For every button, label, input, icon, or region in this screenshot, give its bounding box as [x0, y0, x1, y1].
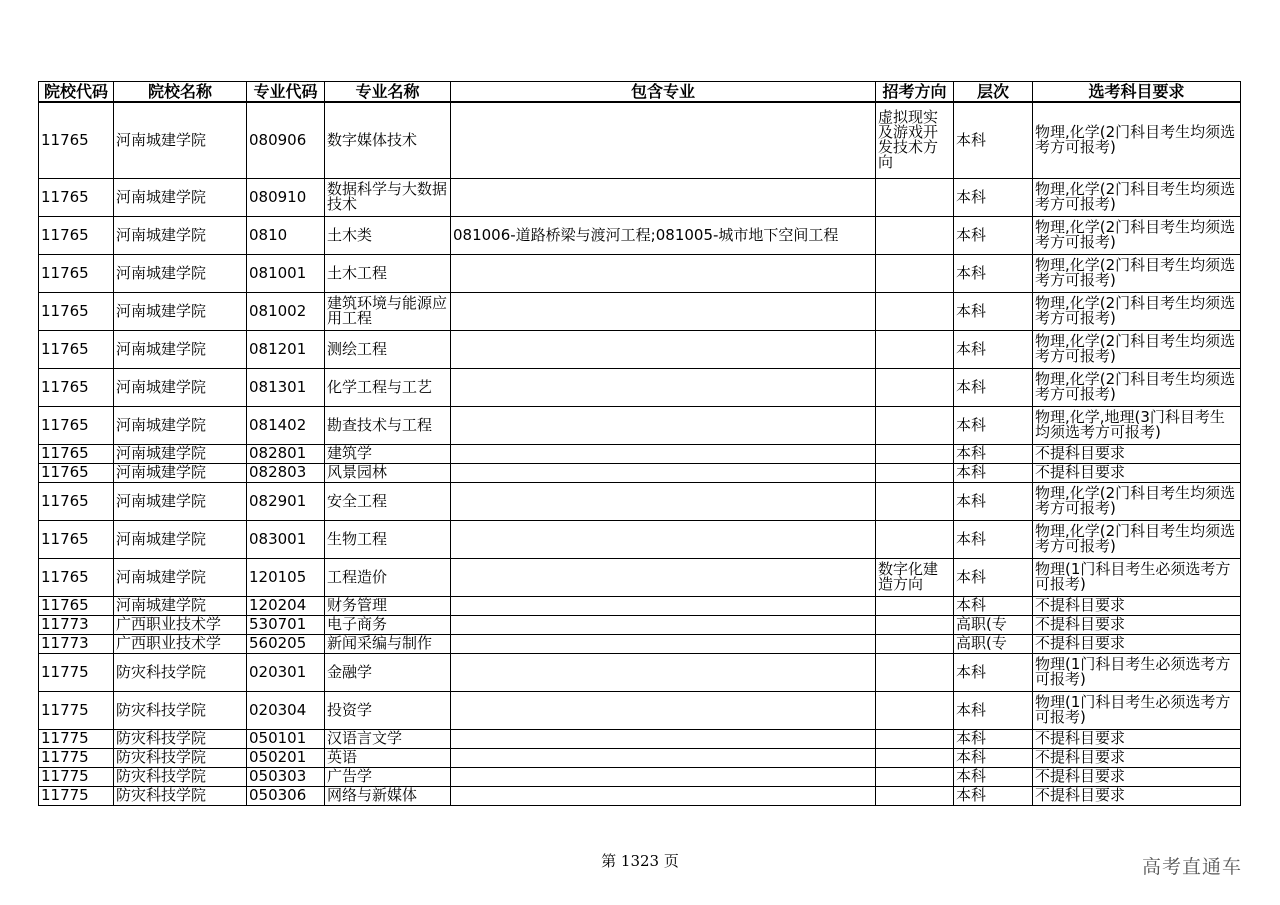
cell-major-name: 测绘工程 — [325, 330, 451, 368]
cell-subject-requirement: 物理(1门科目考生必须选考方可报考) — [1033, 653, 1241, 691]
cell-major-code: 080906 — [247, 102, 325, 178]
cell-included-majors — [451, 463, 876, 482]
cell-major-name: 土木类 — [325, 216, 451, 254]
cell-major-code: 082803 — [247, 463, 325, 482]
table-row — [39, 444, 1241, 463]
cell-level: 本科 — [954, 653, 1033, 691]
table-row — [39, 748, 1241, 767]
cell-direction — [876, 178, 954, 216]
cell-subject-requirement: 物理,化学(2门科目考生均须选考方可报考) — [1033, 216, 1241, 254]
cell-direction — [876, 748, 954, 767]
cell-direction — [876, 368, 954, 406]
header-included-majors: 包含专业 — [451, 82, 876, 103]
cell-major-code: 560205 — [247, 634, 325, 653]
cell-major-name: 汉语言文学 — [325, 729, 451, 748]
cell-school-code: 11765 — [39, 558, 114, 596]
cell-school-code: 11775 — [39, 767, 114, 786]
cell-major-code: 050303 — [247, 767, 325, 786]
cell-subject-requirement: 物理,化学(2门科目考生均须选考方可报考) — [1033, 102, 1241, 178]
cell-subject-requirement: 不提科目要求 — [1033, 444, 1241, 463]
cell-level: 本科 — [954, 748, 1033, 767]
cell-major-code: 082901 — [247, 482, 325, 520]
cell-school-name: 河南城建学院 — [114, 596, 247, 615]
table-row — [39, 368, 1241, 406]
cell-major-name: 工程造价 — [325, 558, 451, 596]
cell-major-code: 050306 — [247, 786, 325, 805]
cell-included-majors — [451, 729, 876, 748]
cell-major-code: 120105 — [247, 558, 325, 596]
cell-school-name: 防灾科技学院 — [114, 748, 247, 767]
cell-included-majors — [451, 330, 876, 368]
cell-major-name: 电子商务 — [325, 615, 451, 634]
cell-school-name: 河南城建学院 — [114, 292, 247, 330]
header-direction: 招考方向 — [876, 82, 954, 103]
cell-subject-requirement: 不提科目要求 — [1033, 463, 1241, 482]
cell-major-code: 120204 — [247, 596, 325, 615]
cell-major-name: 新闻采编与制作 — [325, 634, 451, 653]
table-row — [39, 691, 1241, 729]
table-row — [39, 330, 1241, 368]
cell-subject-requirement: 不提科目要求 — [1033, 615, 1241, 634]
cell-major-name: 安全工程 — [325, 482, 451, 520]
cell-major-code: 081001 — [247, 254, 325, 292]
cell-major-name: 网络与新媒体 — [325, 786, 451, 805]
table-row — [39, 634, 1241, 653]
cell-included-majors — [451, 691, 876, 729]
table-row — [39, 729, 1241, 748]
table-row — [39, 463, 1241, 482]
cell-major-code: 0810 — [247, 216, 325, 254]
table-row — [39, 767, 1241, 786]
cell-direction: 数字化建造方向 — [876, 558, 954, 596]
cell-school-name: 河南城建学院 — [114, 463, 247, 482]
cell-school-code: 11765 — [39, 368, 114, 406]
cell-school-name: 防灾科技学院 — [114, 691, 247, 729]
cell-school-name: 广西职业技术学 — [114, 615, 247, 634]
cell-major-name: 数字媒体技术 — [325, 102, 451, 178]
cell-major-name: 金融学 — [325, 653, 451, 691]
cell-included-majors — [451, 558, 876, 596]
cell-level: 本科 — [954, 691, 1033, 729]
cell-level: 本科 — [954, 444, 1033, 463]
cell-included-majors — [451, 178, 876, 216]
cell-included-majors — [451, 748, 876, 767]
cell-major-code: 020301 — [247, 653, 325, 691]
cell-direction — [876, 463, 954, 482]
cell-included-majors — [451, 406, 876, 444]
cell-school-name: 河南城建学院 — [114, 444, 247, 463]
header-major-name: 专业名称 — [325, 82, 451, 103]
header-subject-requirement: 选考科目要求 — [1033, 82, 1241, 103]
cell-school-code: 11765 — [39, 482, 114, 520]
table-row — [39, 482, 1241, 520]
cell-school-code: 11773 — [39, 634, 114, 653]
cell-level: 本科 — [954, 767, 1033, 786]
cell-school-name: 河南城建学院 — [114, 254, 247, 292]
cell-direction — [876, 406, 954, 444]
table-row — [39, 558, 1241, 596]
cell-included-majors — [451, 292, 876, 330]
cell-subject-requirement: 物理,化学(2门科目考生均须选考方可报考) — [1033, 482, 1241, 520]
cell-included-majors — [451, 653, 876, 691]
cell-major-code: 081402 — [247, 406, 325, 444]
cell-major-code: 081201 — [247, 330, 325, 368]
watermark-text: 高考直通车 — [1142, 856, 1243, 878]
cell-direction — [876, 729, 954, 748]
cell-level: 本科 — [954, 463, 1033, 482]
cell-included-majors — [451, 634, 876, 653]
cell-school-code: 11765 — [39, 444, 114, 463]
cell-school-code: 11775 — [39, 786, 114, 805]
cell-subject-requirement: 不提科目要求 — [1033, 748, 1241, 767]
cell-school-code: 11765 — [39, 330, 114, 368]
cell-major-code: 020304 — [247, 691, 325, 729]
cell-direction: 虚拟现实及游戏开发技术方向 — [876, 102, 954, 178]
cell-level: 本科 — [954, 482, 1033, 520]
page-number: 第 1323 页 — [601, 852, 679, 870]
cell-major-name: 风景园林 — [325, 463, 451, 482]
cell-level: 本科 — [954, 102, 1033, 178]
cell-level: 本科 — [954, 254, 1033, 292]
cell-school-name: 河南城建学院 — [114, 102, 247, 178]
cell-major-name: 建筑学 — [325, 444, 451, 463]
cell-major-name: 财务管理 — [325, 596, 451, 615]
cell-major-code: 530701 — [247, 615, 325, 634]
cell-subject-requirement: 物理,化学(2门科目考生均须选考方可报考) — [1033, 520, 1241, 558]
cell-school-name: 防灾科技学院 — [114, 786, 247, 805]
cell-included-majors — [451, 482, 876, 520]
cell-direction — [876, 615, 954, 634]
cell-subject-requirement: 物理,化学(2门科目考生均须选考方可报考) — [1033, 254, 1241, 292]
cell-level: 本科 — [954, 520, 1033, 558]
table-row — [39, 406, 1241, 444]
cell-included-majors: 081006-道路桥梁与渡河工程;081005-城市地下空间工程 — [451, 216, 876, 254]
cell-major-name: 英语 — [325, 748, 451, 767]
cell-school-code: 11765 — [39, 292, 114, 330]
cell-school-name: 广西职业技术学 — [114, 634, 247, 653]
cell-school-name: 河南城建学院 — [114, 368, 247, 406]
cell-level: 高职(专 — [954, 615, 1033, 634]
table-header-row — [39, 82, 1241, 103]
cell-school-name: 防灾科技学院 — [114, 767, 247, 786]
cell-direction — [876, 482, 954, 520]
cell-school-name: 河南城建学院 — [114, 330, 247, 368]
cell-subject-requirement: 物理(1门科目考生必须选考方可报考) — [1033, 691, 1241, 729]
cell-subject-requirement: 物理,化学(2门科目考生均须选考方可报考) — [1033, 330, 1241, 368]
cell-major-code: 083001 — [247, 520, 325, 558]
cell-level: 本科 — [954, 406, 1033, 444]
cell-school-name: 河南城建学院 — [114, 520, 247, 558]
table-row — [39, 615, 1241, 634]
cell-school-code: 11775 — [39, 691, 114, 729]
cell-major-name: 投资学 — [325, 691, 451, 729]
cell-direction — [876, 520, 954, 558]
cell-level: 本科 — [954, 216, 1033, 254]
cell-direction — [876, 444, 954, 463]
cell-school-code: 11775 — [39, 748, 114, 767]
cell-major-name: 数据科学与大数据技术 — [325, 178, 451, 216]
cell-subject-requirement: 物理,化学(2门科目考生均须选考方可报考) — [1033, 178, 1241, 216]
cell-subject-requirement: 不提科目要求 — [1033, 767, 1241, 786]
table-row — [39, 216, 1241, 254]
cell-direction — [876, 634, 954, 653]
table-row — [39, 786, 1241, 805]
table-body — [39, 102, 1241, 805]
cell-included-majors — [451, 102, 876, 178]
cell-major-code: 080910 — [247, 178, 325, 216]
cell-subject-requirement: 物理(1门科目考生必须选考方可报考) — [1033, 558, 1241, 596]
cell-major-code: 081002 — [247, 292, 325, 330]
cell-major-name: 土木工程 — [325, 254, 451, 292]
cell-level: 本科 — [954, 729, 1033, 748]
cell-direction — [876, 691, 954, 729]
cell-major-code: 082801 — [247, 444, 325, 463]
cell-level: 本科 — [954, 558, 1033, 596]
cell-included-majors — [451, 520, 876, 558]
cell-school-code: 11765 — [39, 178, 114, 216]
table-row — [39, 653, 1241, 691]
table-row — [39, 596, 1241, 615]
table-row — [39, 178, 1241, 216]
table-row — [39, 292, 1241, 330]
cell-subject-requirement: 物理,化学,地理(3门科目考生均须选考方可报考) — [1033, 406, 1241, 444]
cell-level: 本科 — [954, 292, 1033, 330]
cell-school-code: 11765 — [39, 520, 114, 558]
cell-school-name: 河南城建学院 — [114, 216, 247, 254]
cell-school-code: 11765 — [39, 216, 114, 254]
cell-direction — [876, 292, 954, 330]
cell-included-majors — [451, 767, 876, 786]
cell-included-majors — [451, 444, 876, 463]
cell-included-majors — [451, 254, 876, 292]
admission-table — [38, 81, 1241, 806]
header-school-name: 院校名称 — [114, 82, 247, 103]
cell-direction — [876, 596, 954, 615]
cell-subject-requirement: 物理,化学(2门科目考生均须选考方可报考) — [1033, 292, 1241, 330]
cell-major-name: 勘查技术与工程 — [325, 406, 451, 444]
cell-direction — [876, 254, 954, 292]
cell-school-name: 防灾科技学院 — [114, 653, 247, 691]
cell-school-code: 11765 — [39, 406, 114, 444]
cell-major-code: 050101 — [247, 729, 325, 748]
cell-major-code: 081301 — [247, 368, 325, 406]
cell-major-name: 广告学 — [325, 767, 451, 786]
cell-direction — [876, 786, 954, 805]
cell-school-name: 防灾科技学院 — [114, 729, 247, 748]
cell-school-code: 11775 — [39, 653, 114, 691]
cell-included-majors — [451, 786, 876, 805]
cell-level: 高职(专 — [954, 634, 1033, 653]
cell-included-majors — [451, 615, 876, 634]
cell-school-name: 河南城建学院 — [114, 558, 247, 596]
cell-subject-requirement: 物理,化学(2门科目考生均须选考方可报考) — [1033, 368, 1241, 406]
cell-subject-requirement: 不提科目要求 — [1033, 729, 1241, 748]
cell-level: 本科 — [954, 330, 1033, 368]
cell-direction — [876, 216, 954, 254]
cell-school-name: 河南城建学院 — [114, 482, 247, 520]
cell-major-name: 生物工程 — [325, 520, 451, 558]
cell-school-name: 河南城建学院 — [114, 178, 247, 216]
cell-school-code: 11765 — [39, 596, 114, 615]
header-major-code: 专业代码 — [247, 82, 325, 103]
cell-included-majors — [451, 596, 876, 615]
cell-major-name: 化学工程与工艺 — [325, 368, 451, 406]
cell-level: 本科 — [954, 596, 1033, 615]
cell-subject-requirement: 不提科目要求 — [1033, 634, 1241, 653]
table-row — [39, 254, 1241, 292]
cell-major-code: 050201 — [247, 748, 325, 767]
cell-level: 本科 — [954, 178, 1033, 216]
cell-major-name: 建筑环境与能源应用工程 — [325, 292, 451, 330]
table-row — [39, 102, 1241, 178]
cell-included-majors — [451, 368, 876, 406]
cell-school-code: 11775 — [39, 729, 114, 748]
cell-level: 本科 — [954, 368, 1033, 406]
cell-school-name: 河南城建学院 — [114, 406, 247, 444]
header-school-code: 院校代码 — [39, 82, 114, 103]
cell-direction — [876, 767, 954, 786]
cell-school-code: 11765 — [39, 254, 114, 292]
cell-school-code: 11765 — [39, 102, 114, 178]
cell-direction — [876, 330, 954, 368]
table-row — [39, 520, 1241, 558]
header-level: 层次 — [954, 82, 1033, 103]
cell-direction — [876, 653, 954, 691]
cell-school-code: 11773 — [39, 615, 114, 634]
cell-subject-requirement: 不提科目要求 — [1033, 596, 1241, 615]
cell-level: 本科 — [954, 786, 1033, 805]
cell-subject-requirement: 不提科目要求 — [1033, 786, 1241, 805]
cell-school-code: 11765 — [39, 463, 114, 482]
